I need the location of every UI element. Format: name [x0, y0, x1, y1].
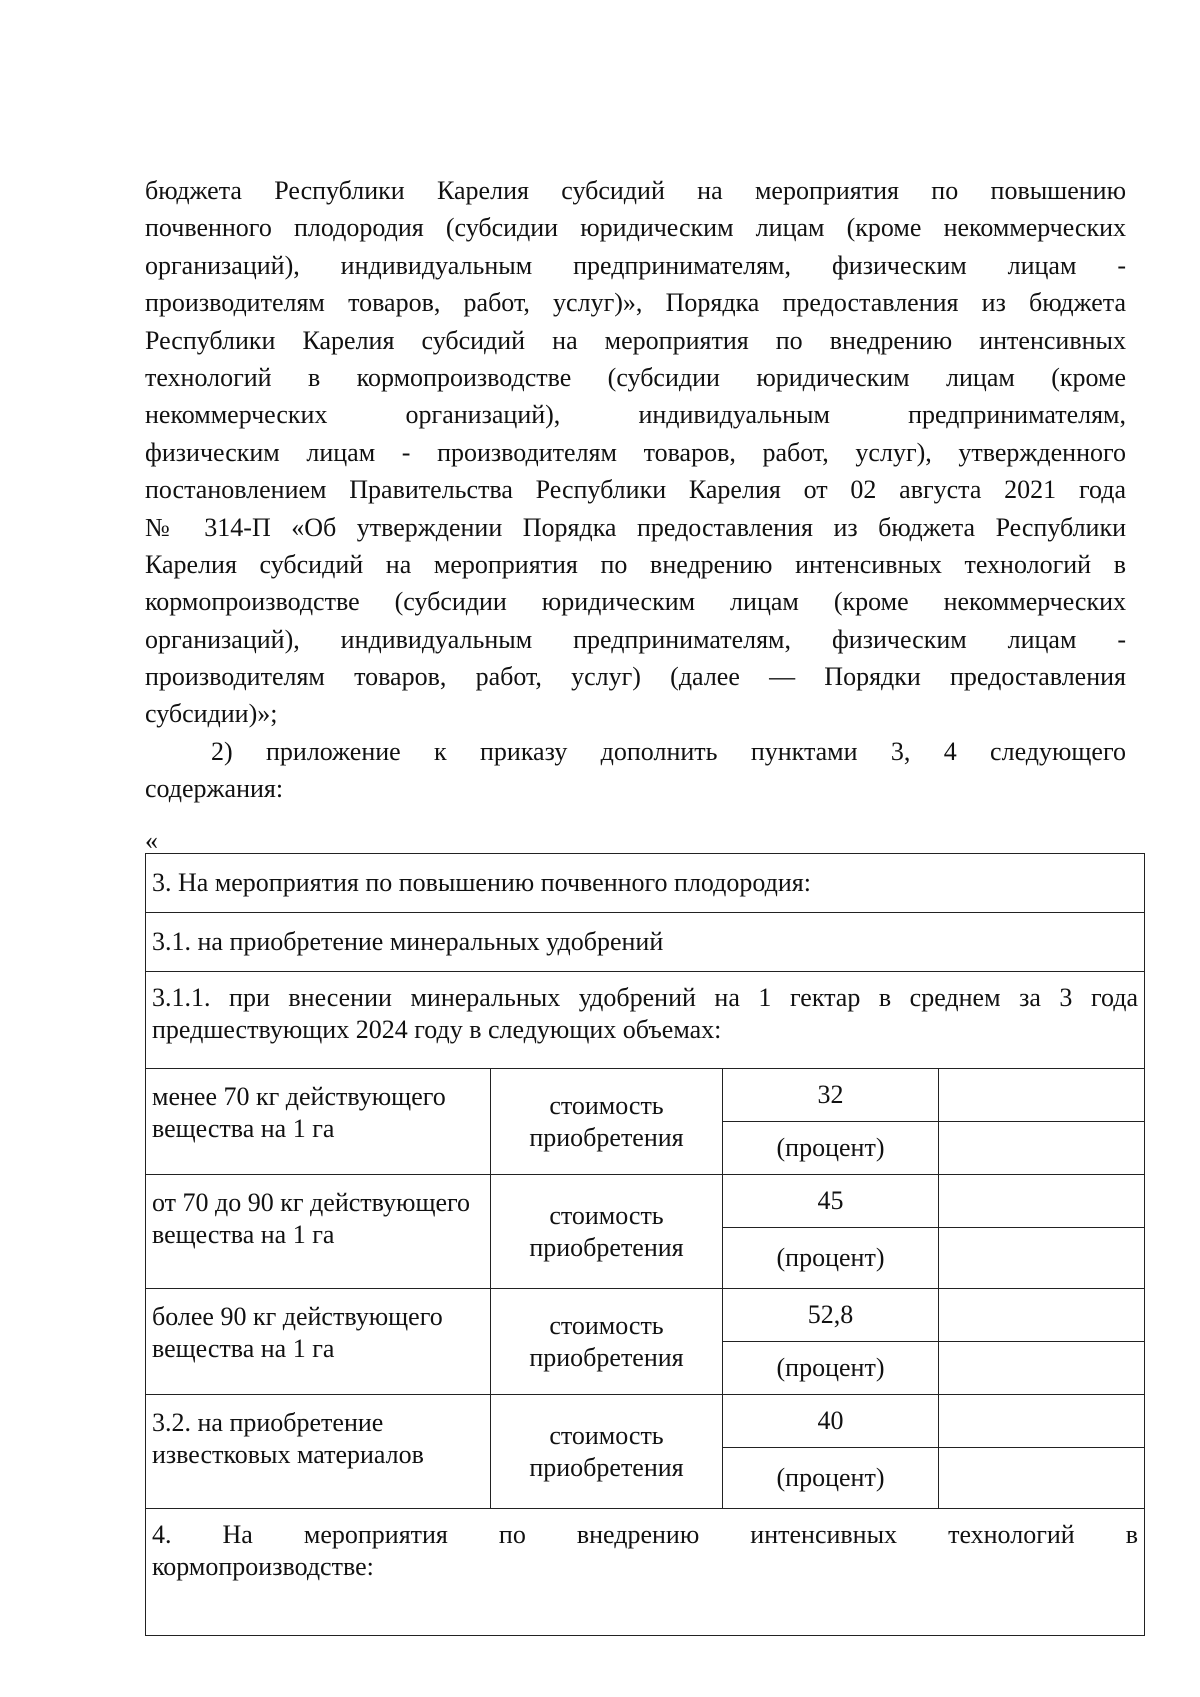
empty-cell	[939, 1175, 1145, 1228]
row-unit: (процент)	[723, 1448, 939, 1509]
section-3-1-header: 3.1. на приобретение минеральных удобрений	[146, 913, 1145, 972]
row-value: 45	[723, 1175, 939, 1228]
subsidy-rates-table	[145, 853, 1145, 1636]
empty-cell	[939, 1069, 1145, 1122]
row-type: стоимость приобретения	[491, 1395, 723, 1509]
table-row	[146, 1289, 1145, 1342]
empty-cell	[939, 1122, 1145, 1175]
paragraph-line: кормопроизводстве (субсидии юридическим лицам (кроме некоммерческих	[145, 587, 1126, 617]
item2-line: 2) приложение к приказу дополнить пунктами 3, 4 следующего	[211, 736, 1126, 766]
paragraph-line: бюджета Республики Карелия субсидий на мероприятия по повышению	[145, 176, 1126, 205]
section-4-line: 4. На мероприятия по внедрению интенсивных технологий в	[152, 1520, 1138, 1549]
paragraph-line: физическим лицам - производителям товаров, работ, услуг), утвержденного	[145, 437, 1126, 467]
row-value: 52,8	[723, 1289, 939, 1342]
table-row	[146, 1509, 1145, 1636]
section-3-1-1-header	[146, 972, 1145, 1069]
table-row	[146, 1175, 1145, 1228]
paragraph-line: постановлением Правительства Республики Карелия от 02 августа 2021 года	[145, 475, 1126, 505]
row-name: более 90 кг действующего вещества на 1 га	[146, 1289, 491, 1395]
paragraph-line: организаций), индивидуальным предпринимателям, физическим лицам -	[145, 624, 1126, 654]
paragraph-line: производителям товаров, работ, услуг)», Порядка предоставления из бюджета	[145, 288, 1126, 318]
item2-line: содержания:	[145, 774, 284, 804]
table-row	[146, 854, 1145, 913]
row-unit: (процент)	[723, 1342, 939, 1395]
empty-cell	[939, 1342, 1145, 1395]
row-type: стоимость приобретения	[491, 1069, 723, 1175]
paragraph-line: почвенного плодородия (субсидии юридическим лицам (кроме некоммерческих	[145, 213, 1126, 243]
table-row	[146, 972, 1145, 1069]
empty-cell	[939, 1448, 1145, 1509]
paragraph-line: субсидии)»;	[145, 699, 278, 729]
row-unit: (процент)	[723, 1122, 939, 1175]
section-4-line: кормопроизводстве:	[152, 1552, 374, 1581]
opening-quote: «	[145, 826, 158, 855]
paragraph-line: № 314-П «Об утверждении Порядка предоставления из бюджета Республики	[145, 512, 1126, 542]
row-name: от 70 до 90 кг действующего вещества на 1 га	[146, 1175, 491, 1289]
section-3-1-1-line: 3.1.1. при внесении минеральных удобрений на 1 гектар в среднем за 3 года	[152, 983, 1138, 1012]
row-name: 3.2. на приобретение известковых материалов	[146, 1395, 491, 1509]
row-name: менее 70 кг действующего вещества на 1 га	[146, 1069, 491, 1175]
row-type: стоимость приобретения	[491, 1175, 723, 1289]
row-value: 40	[723, 1395, 939, 1448]
empty-cell	[939, 1395, 1145, 1448]
paragraph-line: Карелия субсидий на мероприятия по внедрению интенсивных технологий в	[145, 549, 1126, 579]
empty-cell	[939, 1228, 1145, 1289]
section-3-1-1-line: предшествующих 2024 году в следующих объемах:	[152, 1015, 722, 1044]
row-unit: (процент)	[723, 1228, 939, 1289]
paragraph-line: производителям товаров, работ, услуг) (далее — Порядки предоставления	[145, 662, 1126, 692]
row-type: стоимость приобретения	[491, 1289, 723, 1395]
row-value: 32	[723, 1069, 939, 1122]
paragraph-line: технологий в кормопроизводстве (субсидии юридическим лицам (кроме	[145, 362, 1126, 392]
empty-cell	[939, 1289, 1145, 1342]
paragraph-line: некоммерческих организаций), индивидуальным предпринимателям,	[145, 400, 1126, 430]
paragraph-line: организаций), индивидуальным предпринимателям, физическим лицам -	[145, 250, 1126, 280]
body-paragraph	[145, 172, 1126, 808]
section-3-header: 3. На мероприятия по повышению почвенного плодородия:	[146, 854, 1145, 913]
paragraph-line: Республики Карелия субсидий на мероприятия по внедрению интенсивных	[145, 325, 1126, 355]
table-row	[146, 913, 1145, 972]
section-4-header	[146, 1509, 1145, 1636]
table-row	[146, 1069, 1145, 1122]
table-row	[146, 1395, 1145, 1448]
